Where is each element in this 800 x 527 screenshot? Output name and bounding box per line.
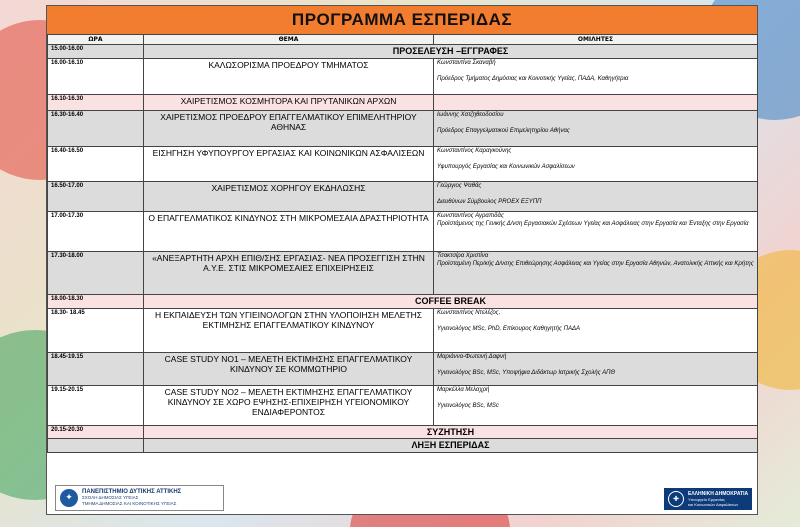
ministry-line-2: και Κοινωνικών Ασφαλίσεων	[688, 501, 739, 507]
row-time: 16.40-16.50	[48, 147, 144, 182]
row-speaker	[434, 111, 758, 147]
column-header-time: ΩΡΑ	[48, 35, 144, 45]
university-name: ΠΑΝΕΠΙΣΤΗΜΙΟ ΔΥΤΙΚΗΣ ΑΤΤΙΚΗΣ	[82, 488, 182, 495]
table-row	[48, 212, 758, 252]
speaker-role: Προϊστάμενος της Γενικής Δ/νση Εργασιακών Σχέσεων Υγείας και Ασφάλειας στην Εργασία και Ένταξης στην Εργασία	[437, 221, 749, 227]
row-time: 16.50-17.00	[48, 182, 144, 212]
speaker-role: Πρόεδρος Τμήματος Δημόσιας και Κοινοτικής Υγείας, ΠΑΔΑ, Καθηγήτρια	[437, 76, 629, 82]
table-row	[48, 386, 758, 426]
row-time: 19.15-20.15	[48, 386, 144, 426]
speaker-name: Κωνσταντίνος Αγραπιδάς	[437, 213, 504, 219]
speaker-role: Υγιεινολόγος BSc, MSc	[437, 403, 499, 409]
column-header-topic: ΘΕΜΑ	[144, 35, 434, 45]
speaker-role: Πρόεδρος Επαγγελματικού Επιμελητηρίου Αθήνας	[437, 128, 570, 134]
program-sheet	[46, 5, 758, 515]
table-header-row	[48, 35, 758, 45]
table-row	[48, 95, 758, 111]
university-logo	[55, 485, 224, 511]
row-topic: Η ΕΚΠΑΙΔΕΥΣΗ ΤΩΝ ΥΓΙΕΙΝΟΛΟΓΩΝ ΣΤΗΝ ΥΛΟΠΟΙΗΣΗ ΜΕΛΕΤΗΣ ΕΚΤΙΜΗΣΗΣ ΕΠΑΓΓΕΛΜΑΤΙΚΟΥ ΚΙΝΔΥΝΟΥ	[144, 309, 434, 353]
school-name: ΣΧΟΛΗ ΔΗΜΟΣΙΑΣ ΥΓΕΙΑΣ	[82, 495, 139, 501]
row-speaker	[434, 309, 758, 353]
row-topic: CASE STUDY NO1 – ΜΕΛΕΤΗ ΕΚΤΙΜΗΣΗΣ ΕΠΑΓΓΕΛΜΑΤΙΚΟΥ ΚΙΝΔΥΝΟΥ ΣΕ ΚΟΜΜΩΤΗΡΙΟ	[144, 353, 434, 386]
row-speaker	[434, 353, 758, 386]
row-topic: ΧΑΙΡΕΤΙΣΜΟΣ ΚΟΣΜΗΤΟΡΑ ΚΑΙ ΠΡΥΤΑΝΙΚΩΝ ΑΡΧΩΝ	[144, 95, 434, 111]
column-header-speakers: ΟΜΙΛΗΤΕΣ	[434, 35, 758, 45]
speaker-name: Κωνσταντίνος Καραγκούνης	[437, 148, 512, 154]
ministry-line-1: Υπουργείο Εργασίας	[688, 496, 725, 502]
row-speaker	[434, 386, 758, 426]
row-topic: Ο ΕΠΑΓΓΕΛΜΑΤΙΚΟΣ ΚΙΝΔΥΝΟΣ ΣΤΗ ΜΙΚΡΟΜΕΣΑΙΑ ΔΡΑΣΤΗΡΙΟΤΗΤΑ	[144, 212, 434, 252]
table-row	[48, 309, 758, 353]
row-topic: ΕΙΣΗΓΗΣΗ ΥΦΥΠΟΥΡΓΟΥ ΕΡΓΑΣΙΑΣ ΚΑΙ ΚΟΙΝΩΝΙΚΩΝ ΑΣΦΑΛΙΣΕΩΝ	[144, 147, 434, 182]
row-topic: ΚΑΛΩΣΟΡΙΣΜΑ ΠΡΟΕΔΡΟΥ ΤΜΗΜΑΤΟΣ	[144, 59, 434, 95]
table-row	[48, 439, 758, 453]
row-full-topic: ΣΥΖΗΤΗΣΗ	[144, 426, 758, 439]
speaker-role: Υγιεινολόγος BSc, MSc, Υποψήφια Διδάκτωρ Ιατρικής Σχολής ΑΠΘ	[437, 370, 616, 376]
row-speaker	[434, 95, 758, 111]
row-time: 15.00-16.00	[48, 45, 144, 59]
row-time: 20.15-20.30	[48, 426, 144, 439]
row-topic: CASE STUDY NO2 – ΜΕΛΕΤΗ ΕΚΤΙΜΗΣΗΣ ΕΠΑΓΓΕΛΜΑΤΙΚΟΥ ΚΙΝΔΥΝΟΥ ΣΕ ΧΩΡΟ ΕΨΗΣΗΣ-ΕΠΙΧΕΙΡΗΣΗ ΥΓΕΙΟΝΟΜΙΚΟΥ ΕΝΔΙΑΦΕΡΟΝΤΟΣ	[144, 386, 434, 426]
greek-emblem-icon: ✚	[668, 491, 684, 507]
state-name: ΕΛΛΗΝΙΚΗ ΔΗΜΟΚΡΑΤΙΑ	[688, 490, 749, 497]
row-topic: ΧΑΙΡΕΤΙΣΜΟΣ ΧΟΡΗΓΟΥ ΕΚΔΗΛΩΣΗΣ	[144, 182, 434, 212]
table-row	[48, 295, 758, 309]
department-name: ΤΜΗΜΑ ΔΗΜΟΣΙΑΣ ΚΑΙ ΚΟΙΝΟΤΙΚΗΣ ΥΓΕΙΑΣ	[82, 500, 177, 506]
row-full-topic: ΠΡΟΣΕΛΕΥΣΗ –ΕΓΓΡΑΦΕΣ	[144, 45, 758, 59]
speaker-role: Προϊσταμένη Περ/κής Δ/νσης Επιθεώρησης Ασφάλειας και Υγείας στην Εργασία Αθηνών, Ανατολικής Αττικής και Κρήτης	[437, 261, 754, 267]
speaker-name: Τσακτσίρα Χριστίνα	[437, 253, 489, 259]
row-speaker	[434, 252, 758, 295]
table-row	[48, 252, 758, 295]
row-time: 16.30-16.40	[48, 111, 144, 147]
row-time: 18.00-18.30	[48, 295, 144, 309]
table-row	[48, 147, 758, 182]
table-row	[48, 353, 758, 386]
footer	[47, 456, 757, 514]
row-time: 17.00-17.30	[48, 212, 144, 252]
speaker-name: Γεώργιος Ψαθάς	[437, 183, 482, 189]
table-row	[48, 45, 758, 59]
page-title: ΠΡΟΓΡΑΜΜΑ ΕΣΠΕΡΙΔΑΣ	[47, 6, 757, 34]
speaker-role: Υφυπουργός Εργασίας και Κοινωνικών Ασφαλίσεων	[437, 164, 575, 170]
row-full-topic: ΛΗΞΗ ΕΣΠΕΡΙΔΑΣ	[144, 439, 758, 453]
schedule-table	[47, 34, 758, 453]
row-topic: «ΑΝΕΞΑΡΤΗΤΗ ΑΡΧΗ ΕΠΙΘ/ΣΗΣ ΕΡΓΑΣΙΑΣ- ΝΕΑ ΠΡΟΣΕΓΓΙΣΗ ΣΤΗΝ Α.Υ.Ε. ΣΤΙΣ ΜΙΚΡΟΜΕΣΑΙΕΣ ΕΠΙΧΕΙΡΗΣΕΙΣ	[144, 252, 434, 295]
row-topic: ΧΑΙΡΕΤΙΣΜΟΣ ΠΡΟΕΔΡΟΥ ΕΠΑΓΓΕΛΜΑΤΙΚΟΥ ΕΠΙΜΕΛΗΤΗΡΙΟΥ ΑΘΗΝΑΣ	[144, 111, 434, 147]
row-speaker	[434, 59, 758, 95]
table-row	[48, 182, 758, 212]
speaker-role: Διευθύνων Σύμβουλος PROEX ΕΞΥΠΠ	[437, 199, 542, 205]
ministry-logo	[664, 488, 752, 510]
row-speaker	[434, 147, 758, 182]
university-emblem-icon: ✦	[60, 489, 78, 507]
row-time: 17.30-18.00	[48, 252, 144, 295]
row-time: 16.00-16.10	[48, 59, 144, 95]
row-speaker	[434, 212, 758, 252]
speaker-name: Ιωάννης Χατζηθεοδοσίου	[437, 112, 504, 118]
row-time: 18.30- 18.45	[48, 309, 144, 353]
speaker-name: Κωνσταντίνος Ντελέζος,	[437, 310, 501, 316]
speaker-name: Μαριάννα-Φωτεινή Δαφνή	[437, 354, 507, 360]
speaker-name: Κωνσταντίνα Σκαναβή	[437, 60, 496, 66]
speaker-role: Υγιεινολόγος MSc, PhD, Επίκουρος Καθηγητής ΠΑΔΑ	[437, 326, 580, 332]
speaker-name: Μαρκέλλα Μελαχρή	[437, 387, 490, 393]
row-full-topic: COFFEE BREAK	[144, 295, 758, 309]
table-row	[48, 111, 758, 147]
table-row	[48, 426, 758, 439]
row-time: 18.45-19.15	[48, 353, 144, 386]
table-row	[48, 59, 758, 95]
row-speaker	[434, 182, 758, 212]
row-time: 16.10-16.30	[48, 95, 144, 111]
row-time	[48, 439, 144, 453]
